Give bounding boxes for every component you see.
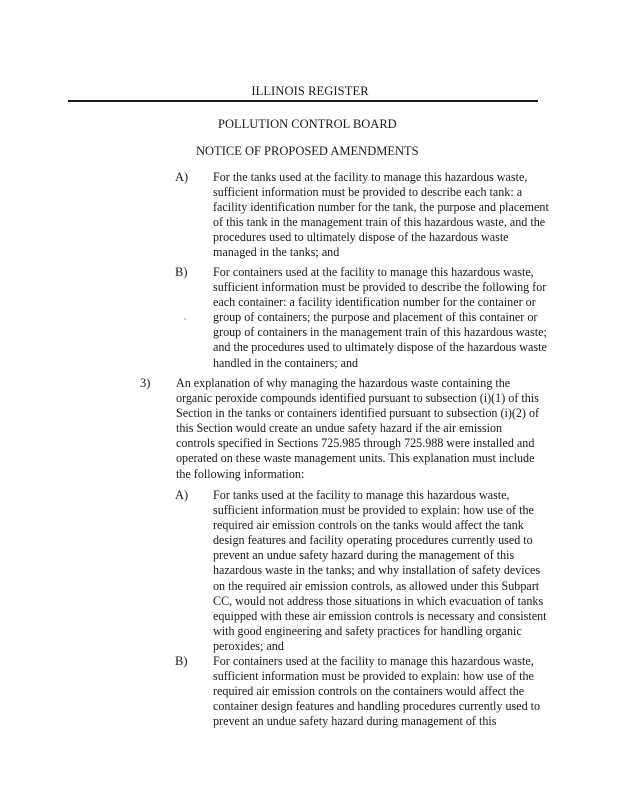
item-paragraph: An explanation of why managing the hazardous waste containing the organic peroxide compounds identified pursuant to subsection (i)(1) of this Section in the tanks or containers identified pursuant to subsection (i)(2) of this Section would create an undue safety hazard if the air emission controls specified in Sections 725.985 through 725.988 were installed and operated on these waste management units. This explanation must include the following information:	[176, 376, 540, 481]
register-title: ILLINOIS REGISTER	[251, 84, 369, 98]
item-label: 3)	[140, 376, 151, 390]
board-name: POLLUTION CONTROL BOARD	[218, 117, 397, 131]
header-rule	[68, 100, 538, 102]
item-label: A)	[175, 170, 189, 184]
item-paragraph: For containers used at the facility to manage this hazardous waste, sufficient information must be provided to explain: how use of the required air emission controls on the containers would affect the container design features and handling procedures currently used to prevent an undue safety hazard during management of this	[213, 654, 541, 729]
item-label: B)	[175, 654, 188, 668]
item-label: A)	[175, 488, 189, 502]
item-paragraph: For tanks used at the facility to manage this hazardous waste, sufficient information must be provided to explain: how use of the required air emission controls on the tanks would affect the tank design features and facility operating procedures currently used to prevent an undue safety hazard during the management of this hazardous waste in the tanks; and why installation of safety devices on the required air emission controls, as allowed under this Subpart CC, would not address those situations in which evacuation of tanks equipped with these air emission controls is necessary and consistent with good engineering and safety practices for handling organic peroxides; and	[213, 488, 547, 653]
item-paragraph: For the tanks used at the facility to manage this hazardous waste, sufficient information must be provided to describe each tank: a facility identification number for the tank, the purpose and placement of this tank in the management train of this hazardous waste, and the procedures used to ultimately dispose of the hazardous waste managed in the tanks; and	[213, 170, 549, 260]
scan-speck	[184, 318, 186, 320]
notice-title: NOTICE OF PROPOSED AMENDMENTS	[196, 144, 419, 158]
item-label: B)	[175, 265, 188, 279]
item-paragraph: For containers used at the facility to manage this hazardous waste, sufficient information must be provided to describe the following for each container: a facility identification number for the container or group of containers; the purpose and placement of this container or group of containers in the management train of this hazardous waste; and the procedures used to ultimately dispose of the hazardous waste handled in the containers; and	[213, 265, 547, 370]
